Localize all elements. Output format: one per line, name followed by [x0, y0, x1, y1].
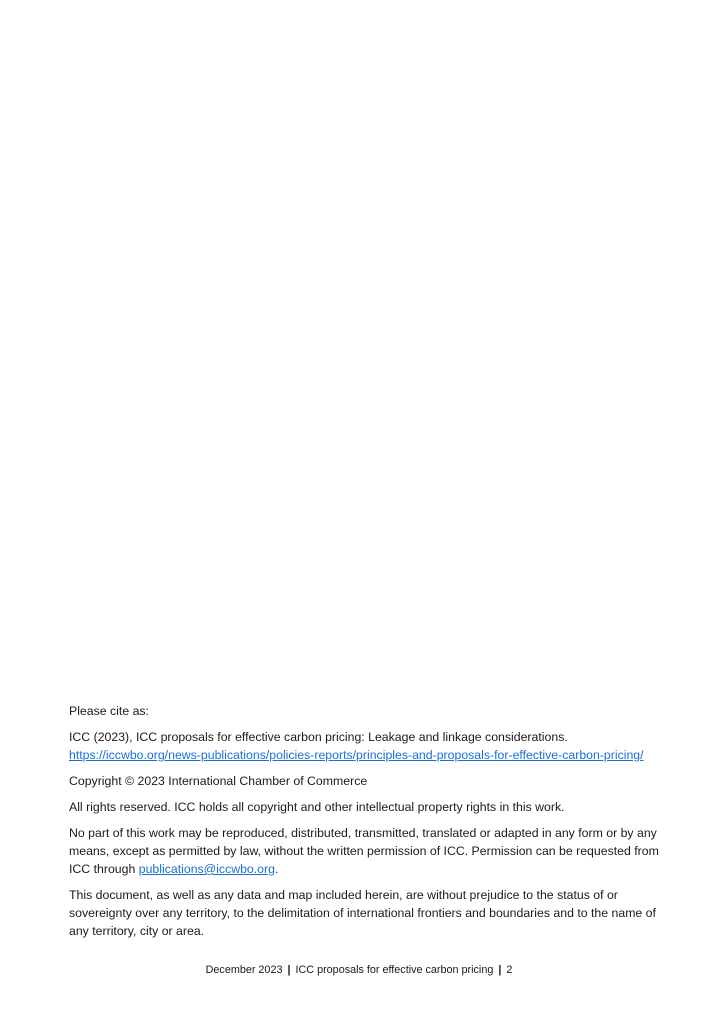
page-footer	[0, 962, 718, 978]
citation-link[interactable]: https://iccwbo.org/news-publications/policies-reports/principles-and-proposals-for-effective-carbon-pricing/	[69, 748, 644, 762]
rights-statement: All rights reserved. ICC holds all copyright and other intellectual property rights in this work.	[69, 800, 565, 814]
citation-reference: ICC (2023), ICC proposals for effective carbon pricing: Leakage and linkage considerations.	[69, 730, 568, 744]
cite-heading: Please cite as:	[69, 704, 149, 718]
citation-paragraph	[69, 728, 669, 764]
copyright-notice: Copyright © 2023 International Chamber of Commerce	[69, 774, 368, 788]
permission-text: No part of this work may be reproduced, distributed, transmitted, translated or adapted in any form or by any means, except as permitted by law, without the written permission of ICC. Permission can be requested from ICC through	[69, 826, 659, 876]
footer-title: ICC proposals for effective carbon pricing	[295, 964, 494, 976]
disclaimer-paragraph: This document, as well as any data and map included herein, are without prejudice to the status of or sovereignty over any territory, to the delimitation of international frontiers and boundaries and to the name of any territory, city or area.	[69, 888, 656, 938]
permission-email-link[interactable]: publications@iccwbo.org	[138, 862, 275, 876]
legal-notice-block	[69, 702, 669, 948]
footer-page-number: 2	[506, 964, 513, 976]
permission-paragraph	[69, 824, 669, 878]
footer-date: December 2023	[205, 964, 283, 976]
footer-separator: |	[287, 964, 291, 976]
footer-separator: |	[498, 964, 502, 976]
permission-end: .	[274, 862, 279, 876]
